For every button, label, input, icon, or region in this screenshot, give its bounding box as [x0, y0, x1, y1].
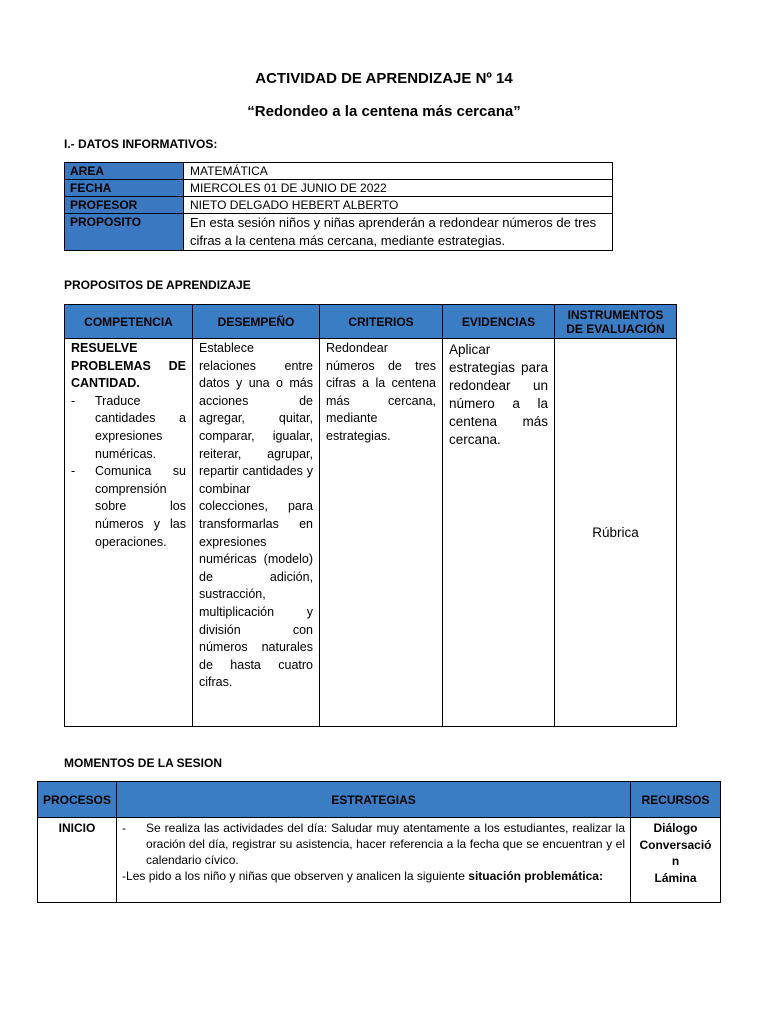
- estrategia-item: -Les pido a los niño y niñas que observen y analicen la siguiente situación problemática:: [122, 869, 603, 883]
- table-row: [65, 214, 613, 251]
- competencia-title: RESUELVE PROBLEMAS DE CANTIDAD.: [71, 341, 186, 391]
- header-instrumentos: INSTRUMENTOS DE EVALUACIÓN: [555, 305, 677, 339]
- competencia-item: - Traduce cantidades a expresiones numéricas.: [71, 393, 186, 463]
- competencia-cell: [65, 339, 193, 727]
- table-header-row: [65, 305, 677, 339]
- datos-table: [64, 162, 613, 251]
- propositos-table: [64, 304, 677, 727]
- recurso-item: Lámina: [654, 870, 697, 885]
- estrategia-text: Se realiza las actividades del día: Saludar muy atentamente a los estudiantes, realizar la oración del día, registrar su asistencia, hacer referencia a la fecha que se encuentran y el calendario cívico.: [146, 821, 625, 867]
- competencia-item: - Comunica su comprensión sobre los números y las operaciones.: [71, 463, 186, 551]
- table-row: [65, 180, 613, 197]
- table-row: [38, 818, 721, 903]
- table-row: [65, 163, 613, 180]
- profesor-label: PROFESOR: [65, 197, 184, 214]
- header-estrategias: ESTRATEGIAS: [117, 782, 631, 818]
- area-value: MATEMÁTICA: [184, 163, 613, 180]
- fecha-label: FECHA: [65, 180, 184, 197]
- document-subtitle: “Redondeo a la centena más cercana”: [247, 103, 521, 120]
- fecha-value: MIERCOLES 01 DE JUNIO DE 2022: [184, 180, 613, 197]
- header-evidencias: EVIDENCIAS: [443, 305, 555, 339]
- desempeno-cell: Establece relaciones entre datos y una o más acciones de agregar, quitar, comparar, igualar, reiterar, agrupar, repartir cantidades y combinar colecciones, para transformarlas en expresiones numéricas (modelo) de adición, sustracción, multiplicación y división con números naturales de hasta cuatro cifras.: [193, 339, 320, 727]
- header-competencia: COMPETENCIA: [65, 305, 193, 339]
- competencia-item-text: Comunica su comprensión sobre los números y las operaciones.: [95, 464, 186, 549]
- estrategia-item: - Se realiza las actividades del día: Saludar muy atentamente a los estudiantes, realizar la oración del día, registrar su asistencia, hacer referencia a la fecha que se encuentran y el calendario cívico.: [122, 821, 625, 867]
- momentos-table: [37, 781, 721, 903]
- momentos-heading: MOMENTOS DE LA SESION: [64, 756, 223, 770]
- header-recursos: RECURSOS: [631, 782, 721, 818]
- document-title: ACTIVIDAD DE APRENDIZAJE Nº 14: [255, 70, 513, 87]
- table-row: [65, 197, 613, 214]
- proceso-inicio: INICIO: [38, 818, 117, 903]
- estrategia-text: Les pido a los niño y niñas que observen y analicen la siguiente: [126, 869, 465, 883]
- estrategia-bold-text: situación problemática:: [468, 869, 603, 883]
- header-criterios: CRITERIOS: [320, 305, 443, 339]
- area-label: AREA: [65, 163, 184, 180]
- competencia-item-text: Traduce cantidades a expresiones numéricas.: [95, 393, 186, 461]
- criterios-cell: Redondear números de tres cifras a la centena más cercana, mediante estrategias.: [320, 339, 443, 727]
- recursos-cell: [631, 818, 721, 903]
- datos-heading: I.- DATOS INFORMATIVOS:: [64, 137, 218, 151]
- recurso-item: Conversación: [639, 837, 712, 868]
- header-procesos: PROCESOS: [38, 782, 117, 818]
- instrumentos-cell: Rúbrica: [555, 339, 677, 727]
- proposito-label: PROPOSITO: [65, 214, 184, 251]
- proposito-value: En esta sesión niños y niñas aprenderán a redondear números de tres cifras a la centena más cercana, mediante estrategias.: [184, 214, 613, 251]
- propositos-heading: PROPOSITOS DE APRENDIZAJE: [64, 278, 251, 292]
- table-row: [65, 339, 677, 727]
- profesor-value: NIETO DELGADO HEBERT ALBERTO: [184, 197, 613, 214]
- recurso-item: Diálogo: [653, 821, 698, 835]
- estrategias-cell: [117, 818, 631, 903]
- evidencias-cell: Aplicar estrategias para redondear un número a la centena más cercana.: [443, 339, 555, 727]
- header-desempeno: DESEMPEÑO: [193, 305, 320, 339]
- table-header-row: [38, 782, 721, 818]
